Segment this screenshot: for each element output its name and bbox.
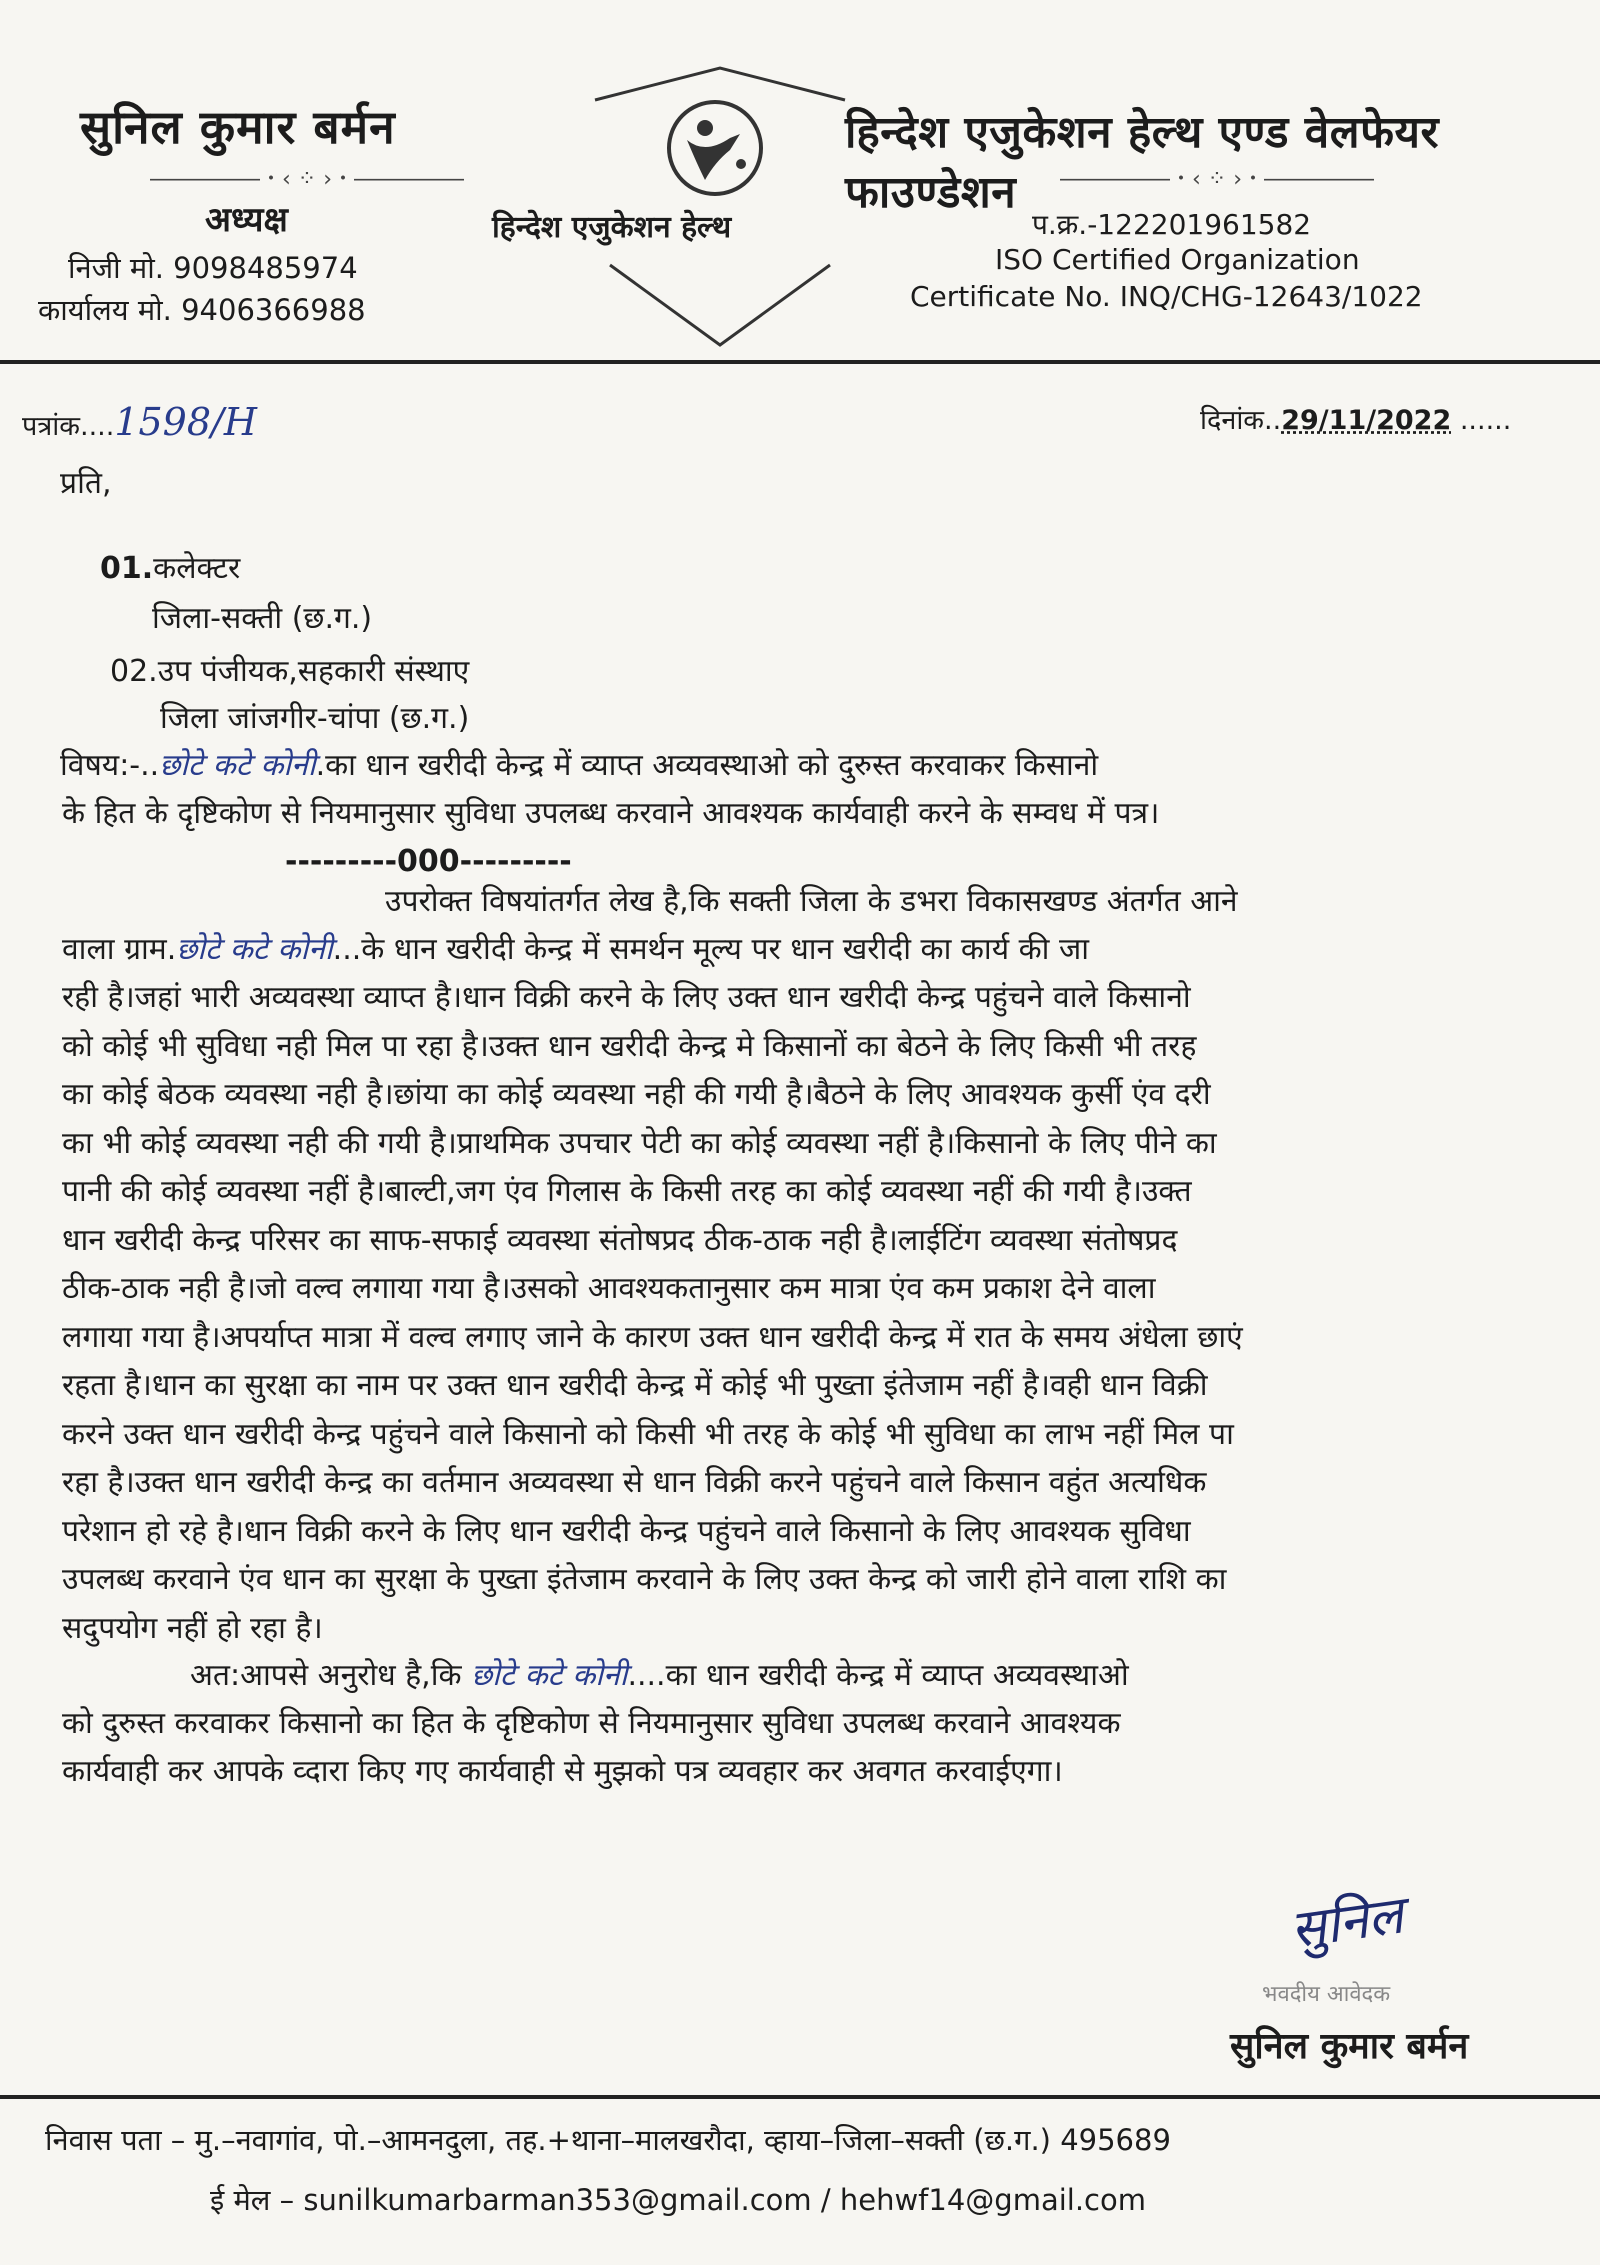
para1-body bbox=[62, 974, 1482, 1653]
body-line: पानी की कोई व्यवस्था नहीं है।बाल्टी,जग एंव गिलास के किसी तरह का कोई व्यवस्था नहीं की गयी है।उक्त bbox=[62, 1174, 1192, 1209]
addressee-1-place: जिला-सक्ती (छ.ग.) bbox=[152, 601, 373, 636]
body-line: का कोई बेठक व्यवस्था नही है।छांया का कोई व्यवस्था नही की गयी है।बैठने के लिए आवश्यक कुर्सी एंव दरी bbox=[62, 1077, 1211, 1112]
para1-village-suffix: ...के धान खरीदी केन्द्र में समर्थन मूल्य पर धान खरीदी का कार्य की जा bbox=[332, 932, 1090, 967]
letterhead-ornament-right: ―――――・‹ ⁘ ›・――――― bbox=[1060, 167, 1375, 192]
letterhead-ornament-left: ―――――・‹ ⁘ ›・――――― bbox=[150, 167, 465, 192]
para2-suffix: ....का धान खरीदी केन्द्र में व्याप्त अव्यवस्थाओ bbox=[627, 1658, 1129, 1693]
addressee-1 bbox=[100, 545, 240, 594]
body-line: ठीक-ठाक नही है।जो वल्व लगाया गया है।उसको आवश्यकतानुसार कम मात्रा एंव कम प्रकाश देने वाला bbox=[62, 1271, 1156, 1306]
prati: प्रति, bbox=[60, 466, 112, 501]
organization-name: हिन्देश एजुकेशन हेल्थ एण्ड वेलफेयर फाउण्डेशन bbox=[845, 107, 1440, 218]
private-phone: निजी मो. 9098485974 bbox=[68, 251, 358, 285]
addressee-1-title: कलेक्टर bbox=[153, 551, 241, 586]
patrank-label: पत्रांक bbox=[22, 411, 80, 442]
letterhead-person-name: सुनिल कुमार बर्मन bbox=[80, 100, 396, 154]
para2-line-3: कार्यवाही कर आपके व्दारा किए गए कार्यवाही से मुझको पत्र व्यवहार कर अवगत करवाईएगा। bbox=[62, 1754, 1063, 1789]
para1-village-handwritten: छोटे कटे कोनी bbox=[176, 932, 333, 967]
body-line: धान खरीदी केन्द्र परिसर का साफ-सफाई व्यवस्था संतोषप्रद ठीक-ठाक नही है।लाईटिंग व्यवस्था संतोषप्रद bbox=[62, 1222, 1178, 1258]
footer-divider bbox=[0, 2095, 1600, 2099]
para1-village-prefix: वाला ग्राम. bbox=[62, 932, 177, 967]
body-line: परेशान हो रहे है।धान विक्री करने के लिए धान खरीदी केन्द्र पहुंचने वाले किसानो के लिए आवश्यक सुविधा bbox=[62, 1513, 1191, 1549]
separator: ---------000--------- bbox=[285, 844, 572, 879]
header-divider bbox=[0, 360, 1600, 364]
body-line: लगाया गया है।अपर्याप्त मात्रा में वल्व लगाए जाने के कारण उक्त धान खरीदी केन्द्र में रात के समय अंधेला छाएं bbox=[62, 1319, 1243, 1355]
subject-village-handwritten: छोटे कटे कोनी bbox=[159, 748, 316, 783]
addressee-1-number: 01. bbox=[100, 551, 154, 586]
addressee-2-place: जिला जांजगीर-चांपा (छ.ग.) bbox=[160, 701, 470, 736]
para2-line-1 bbox=[190, 1652, 1129, 1701]
subject-label: विषय:- bbox=[60, 748, 141, 783]
patrank-value: 1598/H bbox=[114, 400, 257, 444]
iso-line: ISO Certified Organization bbox=[995, 243, 1360, 276]
office-phone: कार्यालय मो. 9406366988 bbox=[38, 293, 366, 327]
subject-line-2: के हित के दृष्टिकोण से नियमानुसार सुविधा उपलब्ध करवाने आवश्यक कार्यवाही करने के सम्वध में पत्र। bbox=[62, 796, 1160, 831]
date-label: दिनांक bbox=[1200, 405, 1265, 436]
subject-line-1: विषय:-..छोटे कटे कोनी.का धान खरीदी केन्द्र में व्याप्त अव्यवस्थाओ को दुरुस्त करवाकर किसानो bbox=[60, 748, 1099, 783]
certificate-number: Certificate No. INQ/CHG-12643/1022 bbox=[910, 280, 1423, 313]
footer-address: निवास पता – मु.–नवागांव, पो.–आमनदुला, तह.+थाना–मालखरौदा, व्हाया–जिला–सक्ती (छ.ग.) 495689 bbox=[45, 2123, 1171, 2157]
para1-line-1: उपरोक्त विषयांतर्गत लेख है,कि सक्ती जिला के डभरा विकासखण्ड अंतर्गत आने bbox=[385, 884, 1238, 919]
signature-handwritten: सुनिल bbox=[1286, 1885, 1407, 1961]
signature-designation: भवदीय आवेदक bbox=[1262, 1982, 1391, 2007]
para2-line-2: को दुरुस्त करवाकर किसानो का हित के दृष्टिकोण से नियमानुसार सुविधा उपलब्ध करवाने आवश्यक bbox=[62, 1706, 1121, 1741]
body-line: सदुपयोग नहीं हो रहा है। bbox=[62, 1610, 323, 1646]
signature-name: सुनिल कुमार बर्मन bbox=[1230, 2026, 1469, 2067]
body-line: उपलब्ध करवाने एंव धान का सुरक्षा के पुख्ता इंतेजाम करवाने के लिए उक्त केन्द्र को जारी होने वाला राशि का bbox=[62, 1562, 1227, 1597]
body-line: को कोई भी सुविधा नही मिल पा रहा है।उक्त धान खरीदी केन्द्र मे किसानों का बेठने के लिए किसी भी तरह bbox=[62, 1028, 1197, 1064]
date-value: 29/11/2022 bbox=[1281, 405, 1452, 436]
footer-email: ई मेल – sunilkumarbarman353@gmail.com / hehwf14@gmail.com bbox=[210, 2183, 1146, 2217]
patrank: पत्रांक....1598/H bbox=[22, 400, 257, 444]
body-line: रहा है।उक्त धान खरीदी केन्द्र का वर्तमान अव्यवस्था से धान विक्री करने पहुंचने वाले किसान वहुंत अत्यधिक bbox=[62, 1465, 1207, 1500]
para2-prefix: अत:आपसे अनुरोध है,कि bbox=[190, 1658, 462, 1693]
letterhead-title: अध्यक्ष bbox=[205, 200, 288, 240]
body-line: रहता है।धान का सुरक्षा का नाम पर उक्त धान खरीदी केन्द्र में कोई भी पुख्ता इंतेजाम नहीं है।वही धान विक्री bbox=[62, 1368, 1208, 1403]
body-line: करने उक्त धान खरीदी केन्द्र पहुंचने वाले किसानो को किसी भी तरह के कोई भी सुविधा का लाभ नहीं मिल पा bbox=[62, 1416, 1234, 1452]
para1-line-2 bbox=[62, 926, 1089, 975]
body-line: रही है।जहां भारी अव्यवस्था व्याप्त है।धान विक्री करने के लिए उक्त धान खरीदी केन्द्र पहुंचने वाले किसानो bbox=[62, 980, 1191, 1015]
registration-number: प.क्र.-122201961582 bbox=[1032, 208, 1312, 241]
addressee-2: 02.उप पंजीयक,सहकारी संस्थाए bbox=[110, 654, 470, 689]
body-line: का भी कोई व्यवस्था नही की गयी है।प्राथमिक उपचार पेटी का कोई व्यवस्था नहीं है।किसानो के लिए पीने का bbox=[62, 1125, 1217, 1161]
para2-village-handwritten: छोटे कटे कोनी bbox=[471, 1658, 628, 1693]
subject-text-1: का धान खरीदी केन्द्र में व्याप्त अव्यवस्थाओ को दुरुस्त करवाकर किसानो bbox=[325, 748, 1099, 783]
date: दिनांक..29/11/2022 ...... bbox=[1200, 405, 1512, 436]
logo-caption: हिन्देश एजुकेशन हेल्थ bbox=[492, 210, 732, 245]
